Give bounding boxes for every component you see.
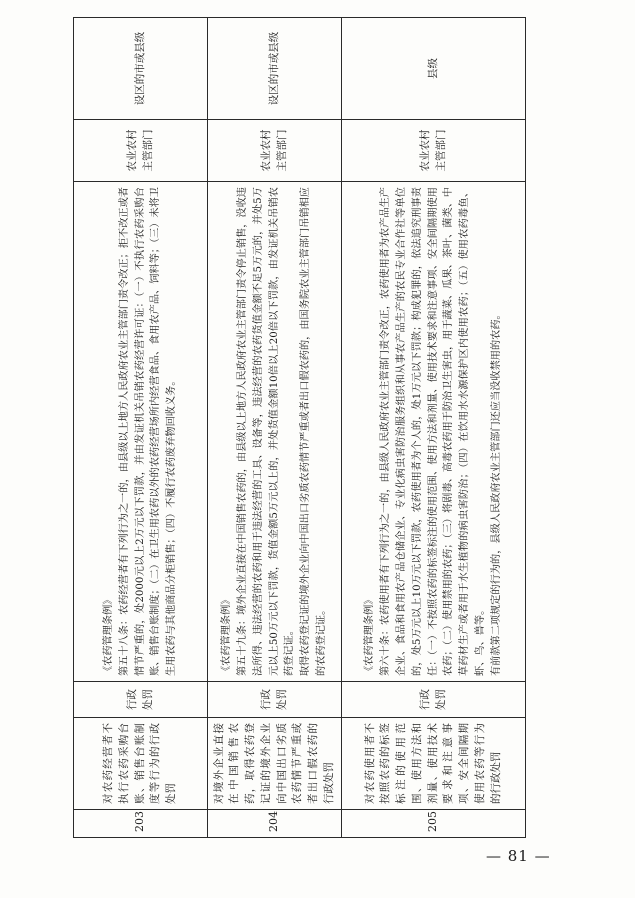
admin-level: 设区的市或县级 — [208, 18, 342, 120]
row-number: 204 — [208, 810, 342, 838]
legal-basis — [208, 182, 342, 682]
basis-line: 《农药管理条例》 — [221, 594, 233, 676]
basis-line: 第五十八条：农药经营者有下列行为之一的，由县级以上地方人民政府农业主管部门责令改正；拒不改正或者情节严重的，处2000元以上2万元以下罚款，并由发证机关吊销农药经营许可证：（一）不执行农药采购台账、销售台账制度；（二）在卫生用农药以外的农药经营场所内经营食品、食用农产品、饲料等；（三）未将卫生用农药与其他商品分柜销售；（四）不履行农药废弃物回收义务。 — [118, 187, 178, 676]
rotated-table-wrapper — [73, 18, 525, 838]
row-number: 205 — [342, 810, 526, 838]
basis-line: 《农药管理条例》 — [364, 594, 376, 676]
item-type: 行政处罚 — [342, 682, 526, 718]
page-number: — 81 — — [486, 847, 551, 865]
legal-basis — [342, 182, 526, 682]
item-name: 对农药使用者不按照农药的标签标注的使用范围、使用方法和剂量、使用技术要求和注意事项、安全间隔期使用农药等行为的行政处罚 — [342, 718, 526, 810]
item-type: 行政处罚 — [208, 682, 342, 718]
department: 农业农村主管部门 — [74, 120, 208, 182]
table-row — [208, 18, 342, 838]
penalty-table — [73, 17, 526, 838]
department: 农业农村主管部门 — [342, 120, 526, 182]
basis-line: 第六十条：农药使用者有下列行为之一的，由县级人民政府农业主管部门责令改正，农药使用者为农产品生产企业、食品和食用农产品仓储企业、专业化病虫害防治服务组织和从事农产品生产的农民专业合作社等单位的，处5万元以上10万元以下罚款，农药使用者为个人的，处1万元以下罚款；构成犯罪的，依法追究刑事责任：（一）不按照农药的标签标注的使用范围、使用方法和剂量、使用技术要求和注意事项、安全间隔期使用农药；（二）使用禁用的农药；（三）将剧毒、高毒农药用于防治卫生害虫，用于蔬菜、瓜果、茶叶、菌类、中草药材生产或者用于水生植物的病虫害防治；（四）在饮用水水源保护区内使用农药；（五）使用农药毒鱼、虾、鸟、兽等。 — [380, 187, 487, 676]
row-number: 203 — [74, 810, 208, 838]
basis-line: 《农药管理条例》 — [102, 594, 114, 676]
table-row — [342, 18, 526, 838]
admin-level: 县级 — [342, 18, 526, 120]
item-type: 行政处罚 — [74, 682, 208, 718]
basis-line: 取得农药登记证的境外企业向中国出口劣质农药情节严重或者出口假农药的，由国务院农业主管部门吊销相应的农药登记证。 — [300, 187, 328, 676]
legal-basis — [74, 182, 208, 682]
admin-level: 设区的市或县级 — [74, 18, 208, 120]
basis-line: 第五十九条：境外企业直接在中国销售农药的，由县级以上地方人民政府农业主管部门责令停止销售，没收违法所得、违法经营的农药和用于违法经营的工具、设备等，违法经营的农药货值金额不足5万元的，并处5万元以上50万元以下罚款，货值金额5万元以上的，并处货值金额10倍以上20倍以下罚款，由发证机关吊销农药登记证。 — [236, 187, 296, 676]
item-name: 对农药经营者不执行农药采购台账、销售台账制度等行为的行政处罚 — [74, 718, 208, 810]
table-row — [74, 18, 208, 838]
department: 农业农村主管部门 — [208, 120, 342, 182]
item-name: 对境外企业直接在中国销售农药，取得农药登记证的境外企业向中国出口劣质农药情节严重或者出口假农药的行政处罚 — [208, 718, 342, 810]
basis-line: 有前款第二项规定的行为的，县级人民政府农业主管部门还应当没收禁用的农药。 — [490, 309, 502, 676]
